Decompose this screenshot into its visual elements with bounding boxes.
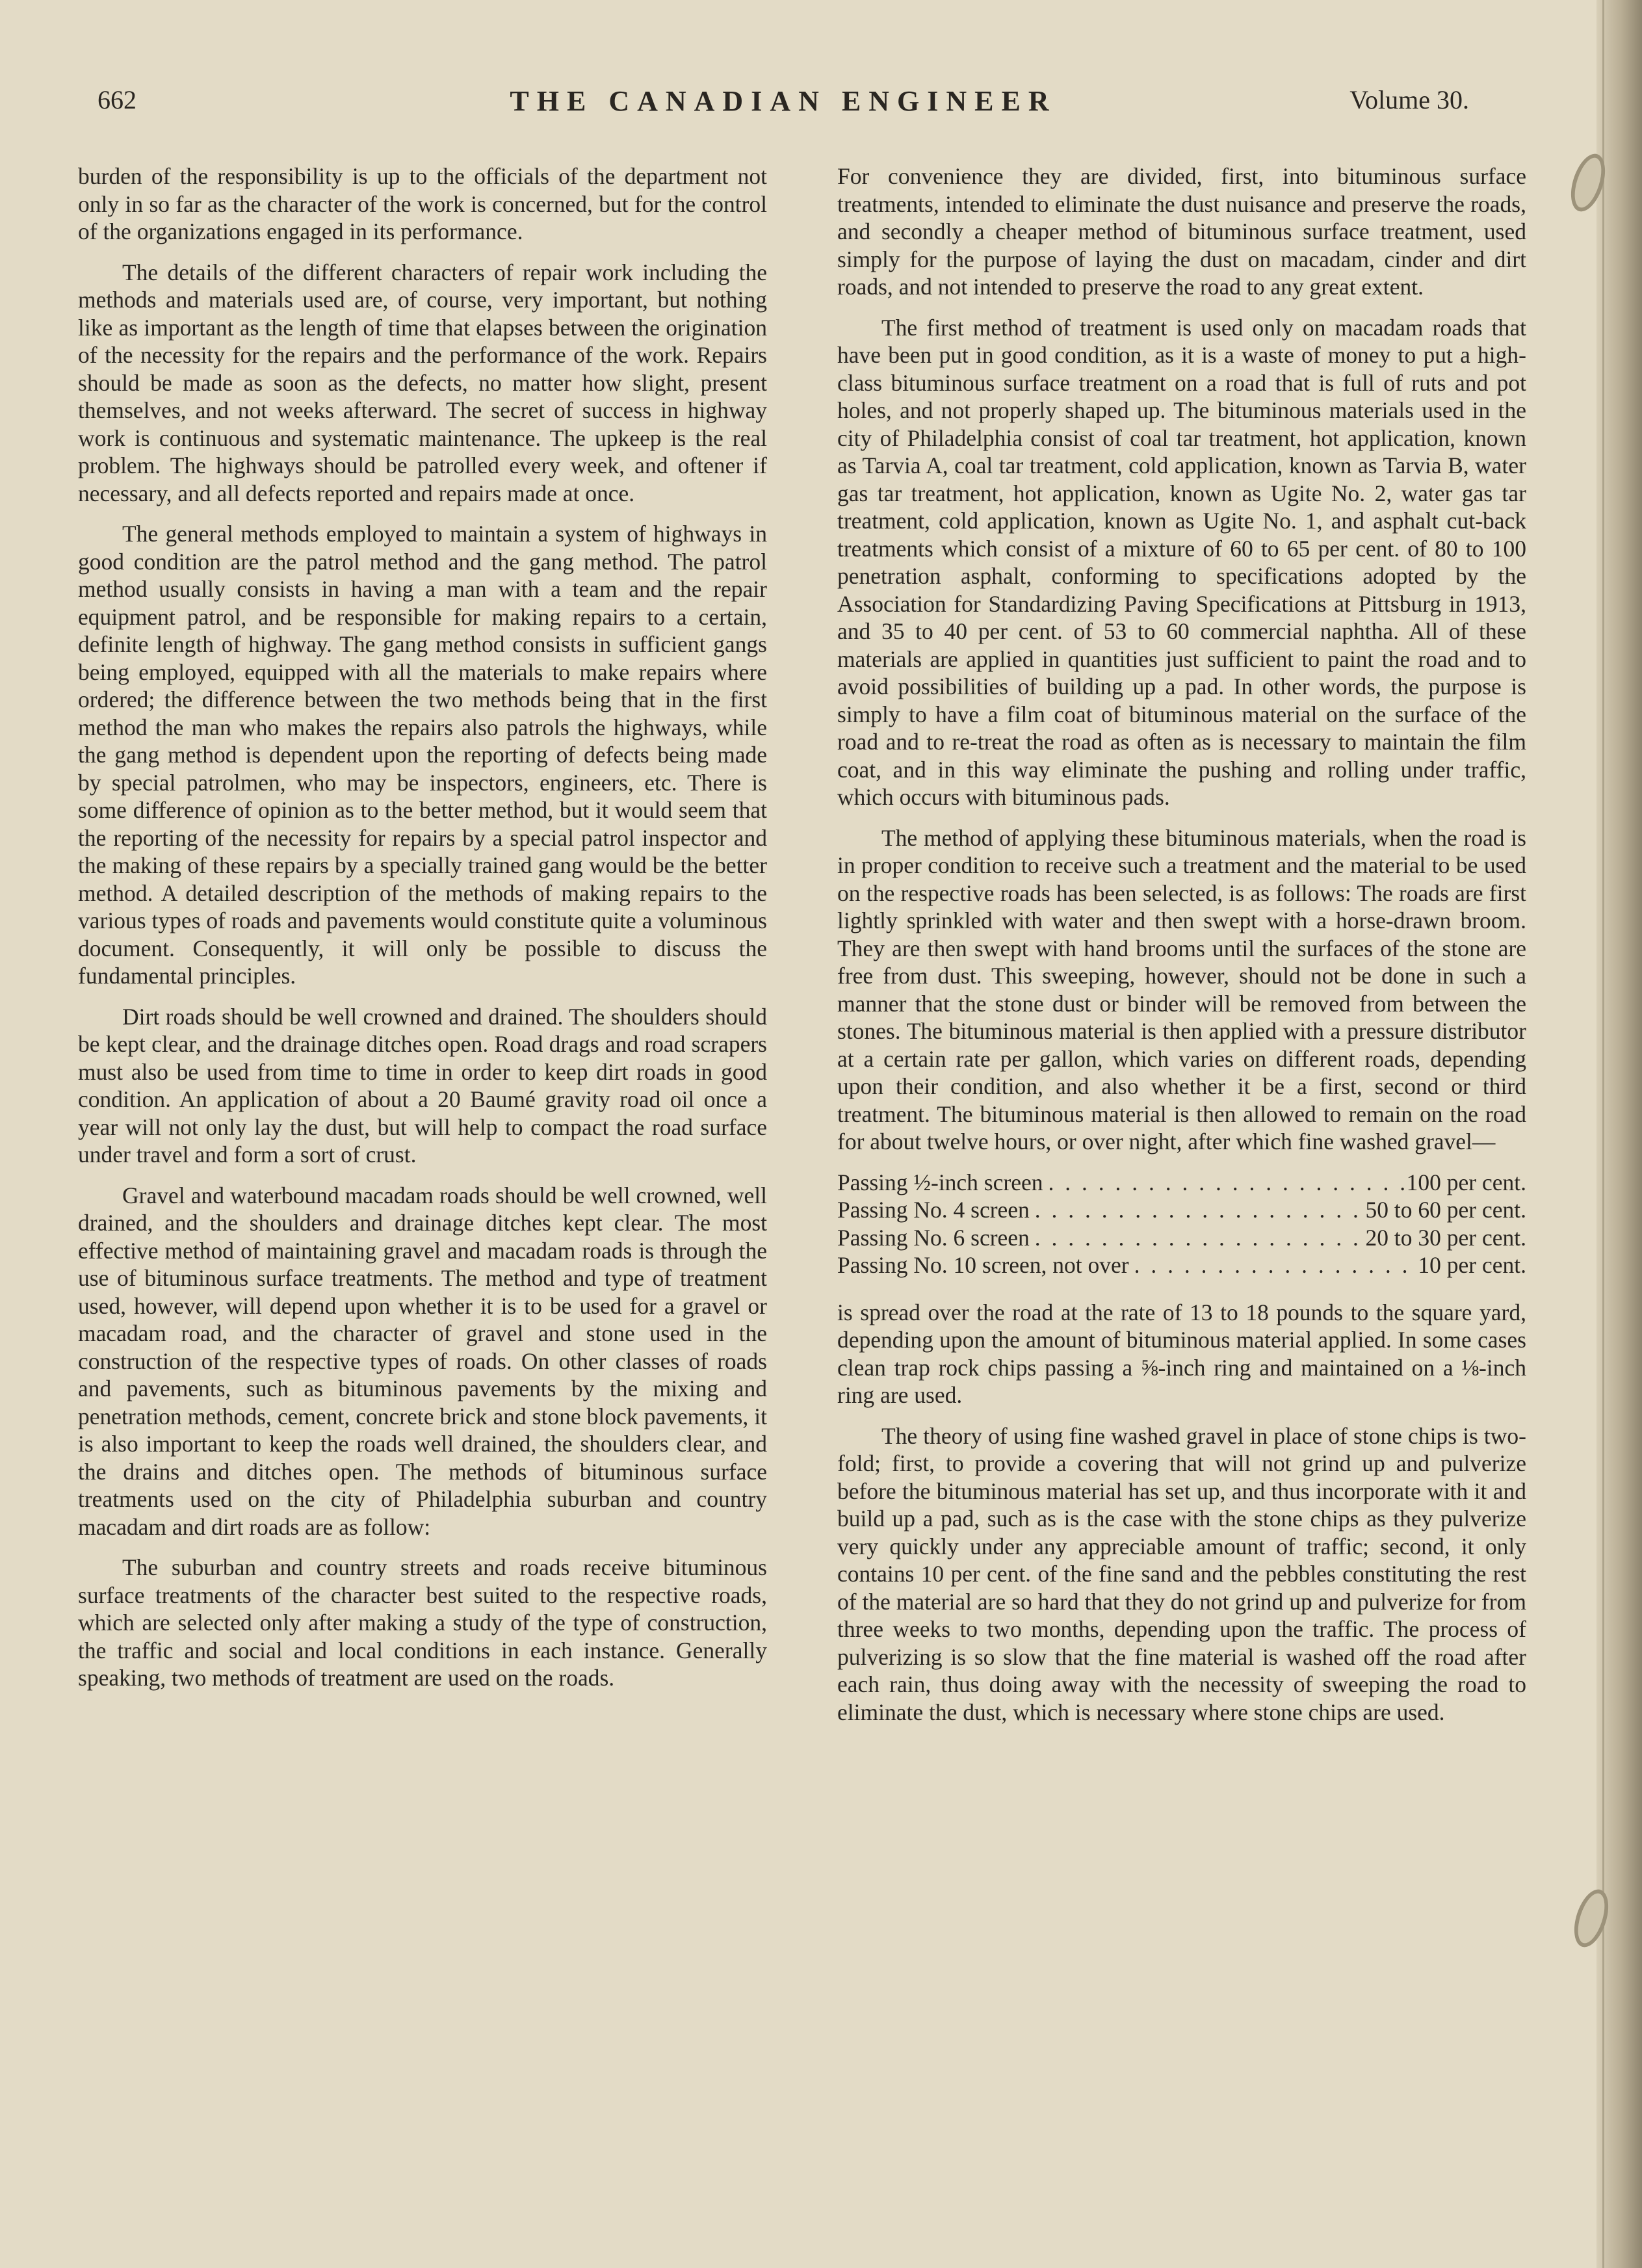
page-number: 662 <box>98 85 137 114</box>
gravel-grading-table <box>837 1169 1526 1279</box>
percent-value: 20 to 30 per cent. <box>1365 1224 1526 1251</box>
journal-title: THE CANADIAN ENGINEER <box>510 85 1057 117</box>
screen-label: Passing No. 6 screen <box>837 1224 1030 1251</box>
paragraph: is spread over the road at the rate of 13 to 18 pounds to the square yard, depending upon the amount of bituminous material applied. In some cases clean trap rock chips passing a ⅝-inch ring and maintained on a ⅛-inch ring are used. <box>837 1299 1526 1408</box>
paragraph: Dirt roads should be well crowned and drained. The shoulders should be kept clear, and the drainage ditches open. Road drags and road scrapers must also be used from time to time in order to keep dirt roads in good condition. An application of about a 20 Baumé gravity road oil once a year will not only lay the dust, but will help to compact the road surface under travel and form a sort of crust. <box>78 1003 767 1167</box>
page-header <box>98 85 1469 124</box>
paragraph: The details of the different characters of repair work including the methods and materials used are, of course, very important, but nothing like as important as the length of time that elapses between the origination of the necessity for the repairs and the performance of the work. Repairs should be made as soon as the defects, no matter how slight, present themselves, and not weeks afterward. The secret of success in highway work is continuous and systematic maintenance. The upkeep is the real problem. The highways should be patrolled every week, and oftener if necessary, and all defects reported and repairs made at once. <box>78 259 767 506</box>
screen-label: Passing ½-inch screen <box>837 1169 1043 1195</box>
dot-leader <box>1043 1169 1406 1197</box>
paragraph: The method of applying these bituminous materials, when the road is in proper condition to receive such a treatment and the material to be used on the respective roads has been selected, is as follows: The roads are first lightly sprinkled with water and then swept with a horse-drawn broom. They are then swept with hand brooms until the surfaces of the stone are free from dust. This sweeping, however, should not be done in such a manner that the stone dust or binder will be removed from between the stones. The bituminous material is then applied with a pressure distributor at a certain rate per gallon, which varies on different roads, depending upon their condition, and also whether it be a first, second or third treatment. The bituminous material is then allowed to remain on the road for about twelve hours, or over night, after which fine washed gravel— <box>837 824 1526 1154</box>
dot-leader <box>1129 1251 1418 1279</box>
screen-label: Passing No. 10 screen, not over <box>837 1252 1129 1278</box>
table-row <box>837 1251 1526 1279</box>
dot-leader <box>1030 1224 1366 1252</box>
paragraph: For convenience they are divided, first, into bituminous surface treatments, intended to eliminate the dust nuisance and preserve the roads, and secondly a cheaper method of bituminous surface treatment, used simply for the purpose of laying the dust on macadam, cinder and dirt roads, and not intended to preserve the road to any great extent. <box>837 163 1526 300</box>
percent-value: 50 to 60 per cent. <box>1365 1197 1526 1223</box>
right-column <box>837 163 1526 1739</box>
paragraph: The first method of treatment is used only on macadam roads that have been put in good condition, as it is a waste of money to put a high-class bituminous surface treatment on a road that is full of ruts and pot holes, and not properly shaped up. The bituminous materials used in the city of Philadelphia consist of coal tar treatment, hot application, known as Tarvia A, coal tar treatment, cold application, known as Tarvia B, water gas tar treatment, hot application, known as Ugite No. 2, water gas tar treatment, cold application, known as Ugite No. 1, and asphalt cut-back treatments which consist of a mixture of 60 to 65 per cent. of 80 to 100 penetration asphalt, conforming to specifications adopted by the Association for Standardizing Paving Specifications at Pittsburg in 1913, and 35 to 40 per cent. of 53 to 60 commercial naphtha. All of these materials are applied in quantities just sufficient to paint the road and to avoid possibilities of building up a pad. In other words, the purpose is simply to have a film coat of bituminous material on the surface of the road and to re-treat the road as often as is necessary to maintain the film coat, and in this way eliminate the pushing and rolling under traffic, which occurs with bituminous pads. <box>837 314 1526 810</box>
paragraph: Gravel and waterbound macadam roads should be well crowned, well drained, and the shoulders and drainage ditches kept clear. The most effective method of maintaining gravel and macadam roads is through the use of bituminous surface treatments. The method and type of treatment used, however, will depend upon whether it is to be used for a gravel or macadam road, and the character of gravel and stone used in the construction of the respective types of roads. On other classes of roads and pavements, such as bituminous pavements by the mixing and penetration methods, cement, concrete brick and stone block pavements, it is also important to keep the roads well drained, the shoulders clear, and the drains and ditches open. The methods of bituminous surface treatments used on the city of Philadelphia suburban and country macadam and dirt roads are as follow: <box>78 1182 767 1540</box>
table-row <box>837 1169 1526 1197</box>
table-row <box>837 1224 1526 1252</box>
paragraph: burden of the responsibility is up to the officials of the department not only in so far as the character of the work is concerned, but for the control of the organizations engaged in its performance. <box>78 163 767 244</box>
left-column <box>78 163 767 1705</box>
paragraph: The suburban and country streets and roads receive bituminous surface treatments of the character best suited to the respective roads, which are selected only after making a study of the type of construction, the traffic and social and local conditions in each instance. Generally speaking, two methods of treatment are used on the roads. <box>78 1554 767 1691</box>
paragraph: The theory of using fine washed gravel in place of stone chips is two-fold; first, to provide a covering that will not grind up and pulverize before the bituminous material has set up, and thus incorporate with it and build up a pad, such as is the case with the stone chips as they pulverize very quickly under any appreciable amount of traffic; second, it only contains 10 per cent. of the fine sand and the pebbles constituting the rest of the material are so hard that they do not grind up and pulverize for from three weeks to two months, depending upon the traffic. The process of pulverizing is so slow that the fine material is washed off the road after each rain, thus doing away with the necessity of sweeping the road to eliminate the dust, which is necessary where stone chips are used. <box>837 1422 1526 1725</box>
percent-value: 10 per cent. <box>1418 1252 1526 1278</box>
volume-label: Volume 30. <box>1349 85 1469 114</box>
table-row <box>837 1196 1526 1224</box>
dot-leader <box>1030 1196 1366 1224</box>
percent-value: 100 per cent. <box>1406 1169 1526 1195</box>
paragraph: The general methods employed to maintain a system of highways in good condition are the patrol method and the gang method. The patrol method usually consists in having a man with a team and the repair equipment patrol, and be responsible for making repairs to a certain, definite length of highway. The gang method consists in sufficient gangs being employed, equipped with all the materials to make repairs where ordered; the difference between the two methods being that in the first method the man who makes the repairs also patrols the highways, while the gang method is dependent upon the reporting of defects being made by special patrolmen, who may be inspectors, engineers, etc. There is some difference of opinion as to the better method, but it would seem that the reporting of the necessity for repairs by a special patrol inspector and the making of these repairs by a specially trained gang would be the better method. A detailed description of the methods of making repairs to the various types of roads and pavements would constitute quite a voluminous document. Consequently, it will only be possible to discuss the fundamental principles. <box>78 521 767 989</box>
screen-label: Passing No. 4 screen <box>837 1197 1030 1223</box>
